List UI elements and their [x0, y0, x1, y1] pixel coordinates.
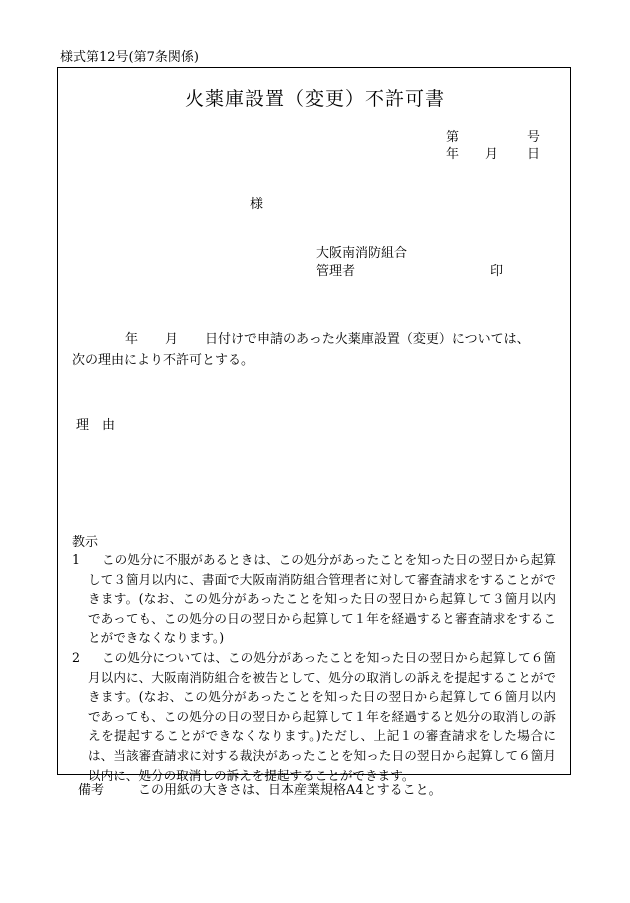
notice-item-text: この処分に不服があるときは、この処分があったことを知った日の翌日から起算して３箇月以内に、書面で大阪南消防組合管理者に対して審査請求をすることができます。(なお、この処分があったことを知った日の翌日から起算して３箇月以内であっても、この処分の日の翌日から起算して１年を経過すると審査請求をすることができなくなります。) — [88, 552, 556, 646]
issuer-organization: 大阪南消防組合 — [316, 246, 408, 261]
document-title: 火薬庫設置（変更）不許可書 — [184, 88, 445, 110]
body-date-month: 月 — [165, 332, 179, 347]
remarks-text: この用紙の大きさは、日本産業規格A4とすること。 — [138, 783, 442, 798]
notice-item-number: 1 — [72, 552, 81, 567]
seal-mark: 印 — [490, 264, 504, 279]
date-year-label: 年 — [446, 147, 460, 162]
form-number-label: 様式第12号(第7条関係) — [60, 50, 199, 65]
notice-item-2 — [72, 648, 556, 785]
notice-item-text: この処分については、この処分があったことを知った日の翌日から起算して６箇月以内に、大阪南消防組合を被告として、処分の取消しの訴えを提起することができます。(なお、この処分があったことを知った日の翌日から起算して６箇月以内であっても、この処分の日の翌日から起算して１年を経過すると処分の取消しの訴えを提起することができなくなります。)ただし、上記１の審査請求をした場合には、当該審査請求に対する裁決があったことを知った日の翌日から起算して６箇月以内に、処分の取消しの訴えを提起することができます。 — [88, 649, 556, 783]
notice-item-1 — [72, 550, 556, 648]
remarks — [78, 779, 442, 798]
date-day-label: 日 — [527, 147, 541, 162]
body-line-2: 次の理由により不許可とする。 — [72, 353, 255, 368]
remarks-label: 備考 — [78, 783, 105, 798]
addressee-suffix: 様 — [250, 197, 264, 212]
notice-heading: 教示 — [72, 535, 99, 550]
number-prefix: 第 — [446, 130, 460, 145]
body-line-1: 日付けで申請のあった火薬庫設置（変更）については、 — [205, 332, 530, 347]
issuer-role: 管理者 — [316, 264, 356, 279]
body-date-year: 年 — [125, 332, 139, 347]
number-suffix: 号 — [527, 130, 541, 145]
reason-label: 理 由 — [76, 418, 116, 433]
notice-list — [72, 550, 556, 785]
notice-item-number: 2 — [72, 649, 81, 665]
date-month-label: 月 — [485, 147, 499, 162]
